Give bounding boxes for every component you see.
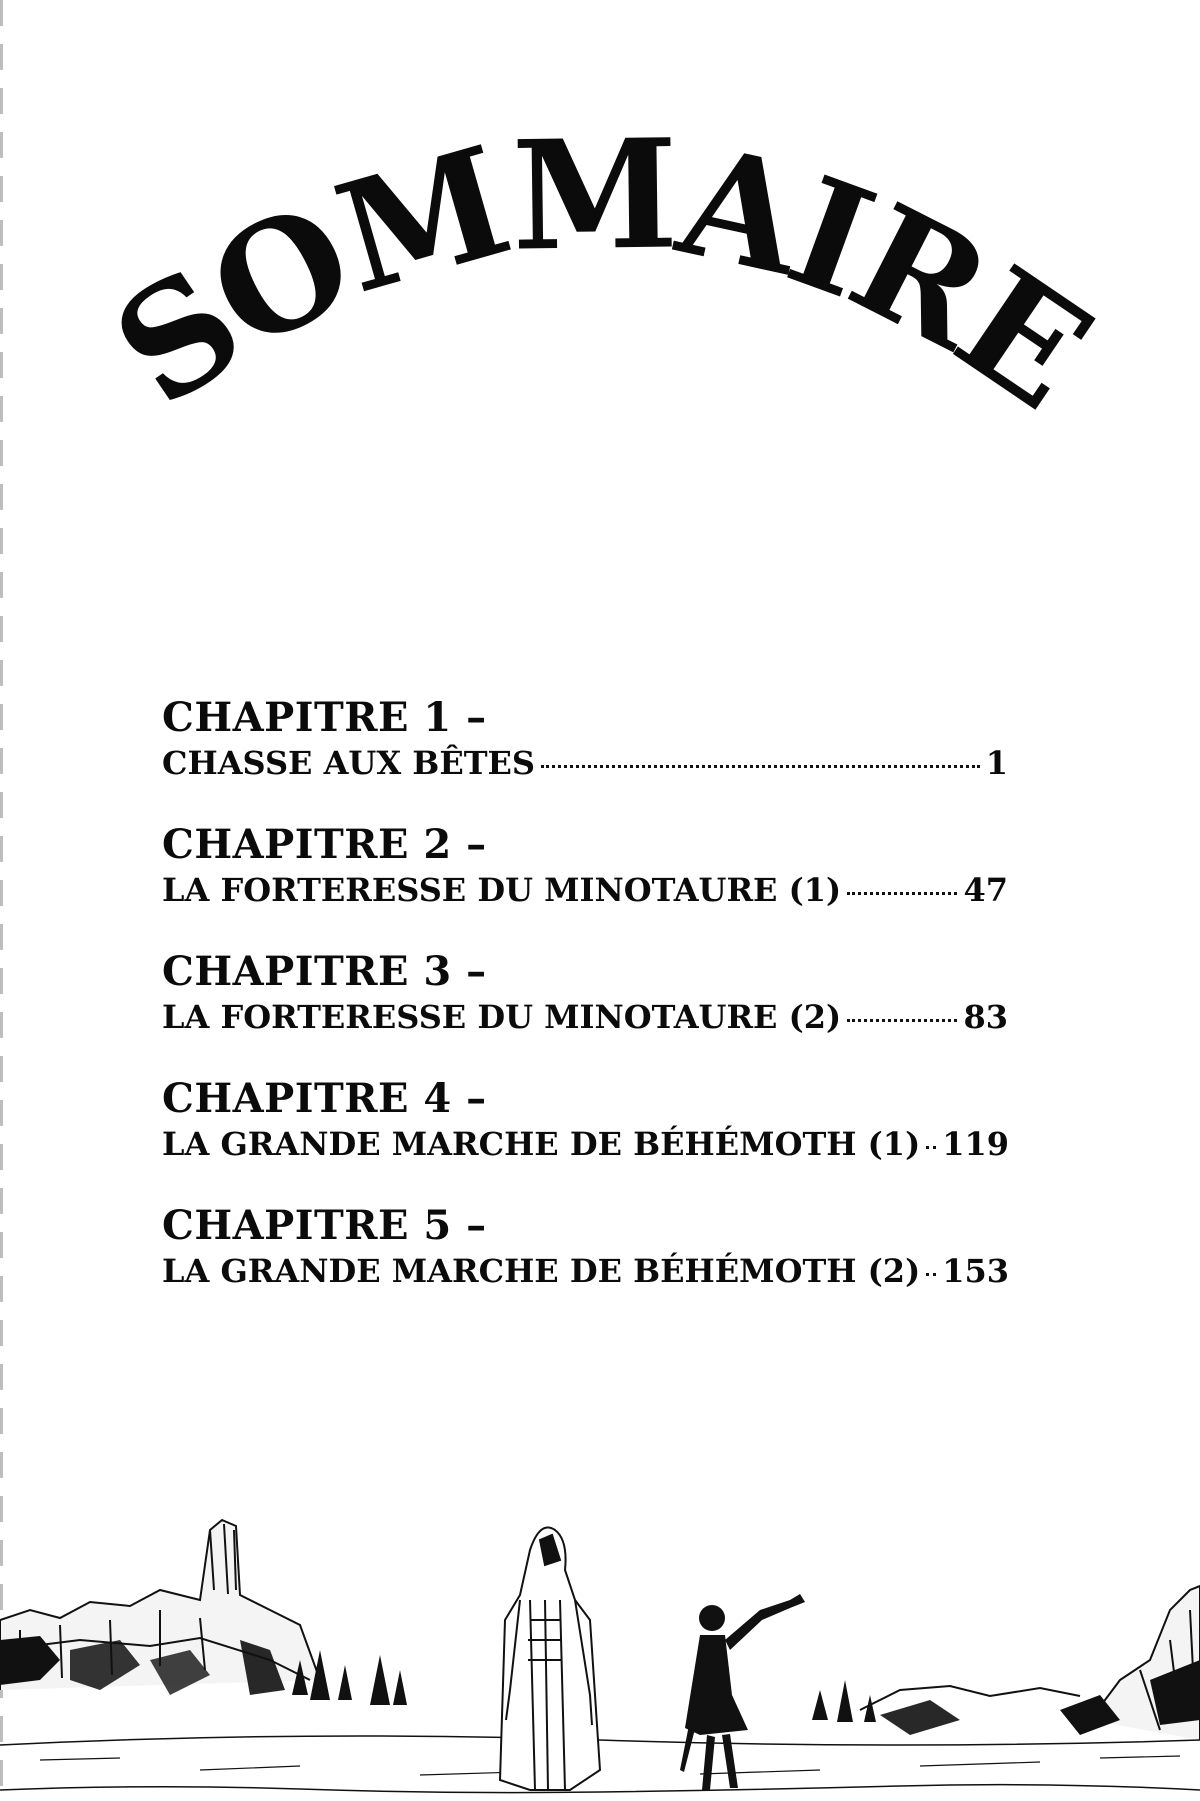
dot-leader (926, 1273, 936, 1276)
toc-entry-chapter-3[interactable] (162, 948, 1008, 1075)
cloaked-figure (500, 1528, 600, 1791)
page-number: 1 (985, 744, 1008, 782)
dot-leader (847, 1019, 957, 1022)
dot-leader (847, 892, 957, 895)
chapter-title: LA FORTERESSE DU MINOTAURE (1) (162, 871, 842, 909)
chapter-title: CHASSE AUX BÊTES (162, 744, 536, 782)
page-number: 83 (963, 998, 1008, 1036)
chapter-title: LA GRANDE MARCHE DE BÉHÉMOTH (2) (162, 1252, 921, 1290)
chapter-heading: CHAPITRE 3 – (162, 948, 487, 995)
chapter-heading: CHAPITRE 2 – (162, 821, 487, 868)
chapter-heading: CHAPITRE 1 – (162, 694, 487, 741)
page-number: 153 (942, 1252, 1009, 1290)
page-number: 47 (963, 871, 1008, 909)
page-number: 119 (942, 1125, 1009, 1163)
title-heading (0, 0, 1200, 520)
girl-figure (680, 1594, 805, 1790)
page-title (84, 107, 1115, 441)
chapter-line (162, 1250, 1008, 1292)
dot-leader (541, 765, 980, 768)
landscape-illustration (0, 1490, 1200, 1801)
chapter-heading: CHAPITRE 5 – (162, 1202, 487, 1249)
toc-entry-chapter-1[interactable] (162, 694, 1008, 821)
toc-entry-chapter-5[interactable] (162, 1202, 1008, 1329)
toc-entry-chapter-2[interactable] (162, 821, 1008, 948)
chapter-heading: CHAPITRE 4 – (162, 1075, 487, 1122)
chapter-title: LA GRANDE MARCHE DE BÉHÉMOTH (1) (162, 1125, 921, 1163)
chapter-line (162, 869, 1008, 911)
chapter-line (162, 742, 1008, 784)
chapter-title: LA FORTERESSE DU MINOTAURE (2) (162, 998, 842, 1036)
page-title-text: SOMMAIRE (84, 106, 1116, 441)
table-of-contents (162, 694, 1008, 1329)
dot-leader (926, 1146, 936, 1149)
toc-entry-chapter-4[interactable] (162, 1075, 1008, 1202)
chapter-line (162, 1123, 1008, 1165)
chapter-line (162, 996, 1008, 1038)
